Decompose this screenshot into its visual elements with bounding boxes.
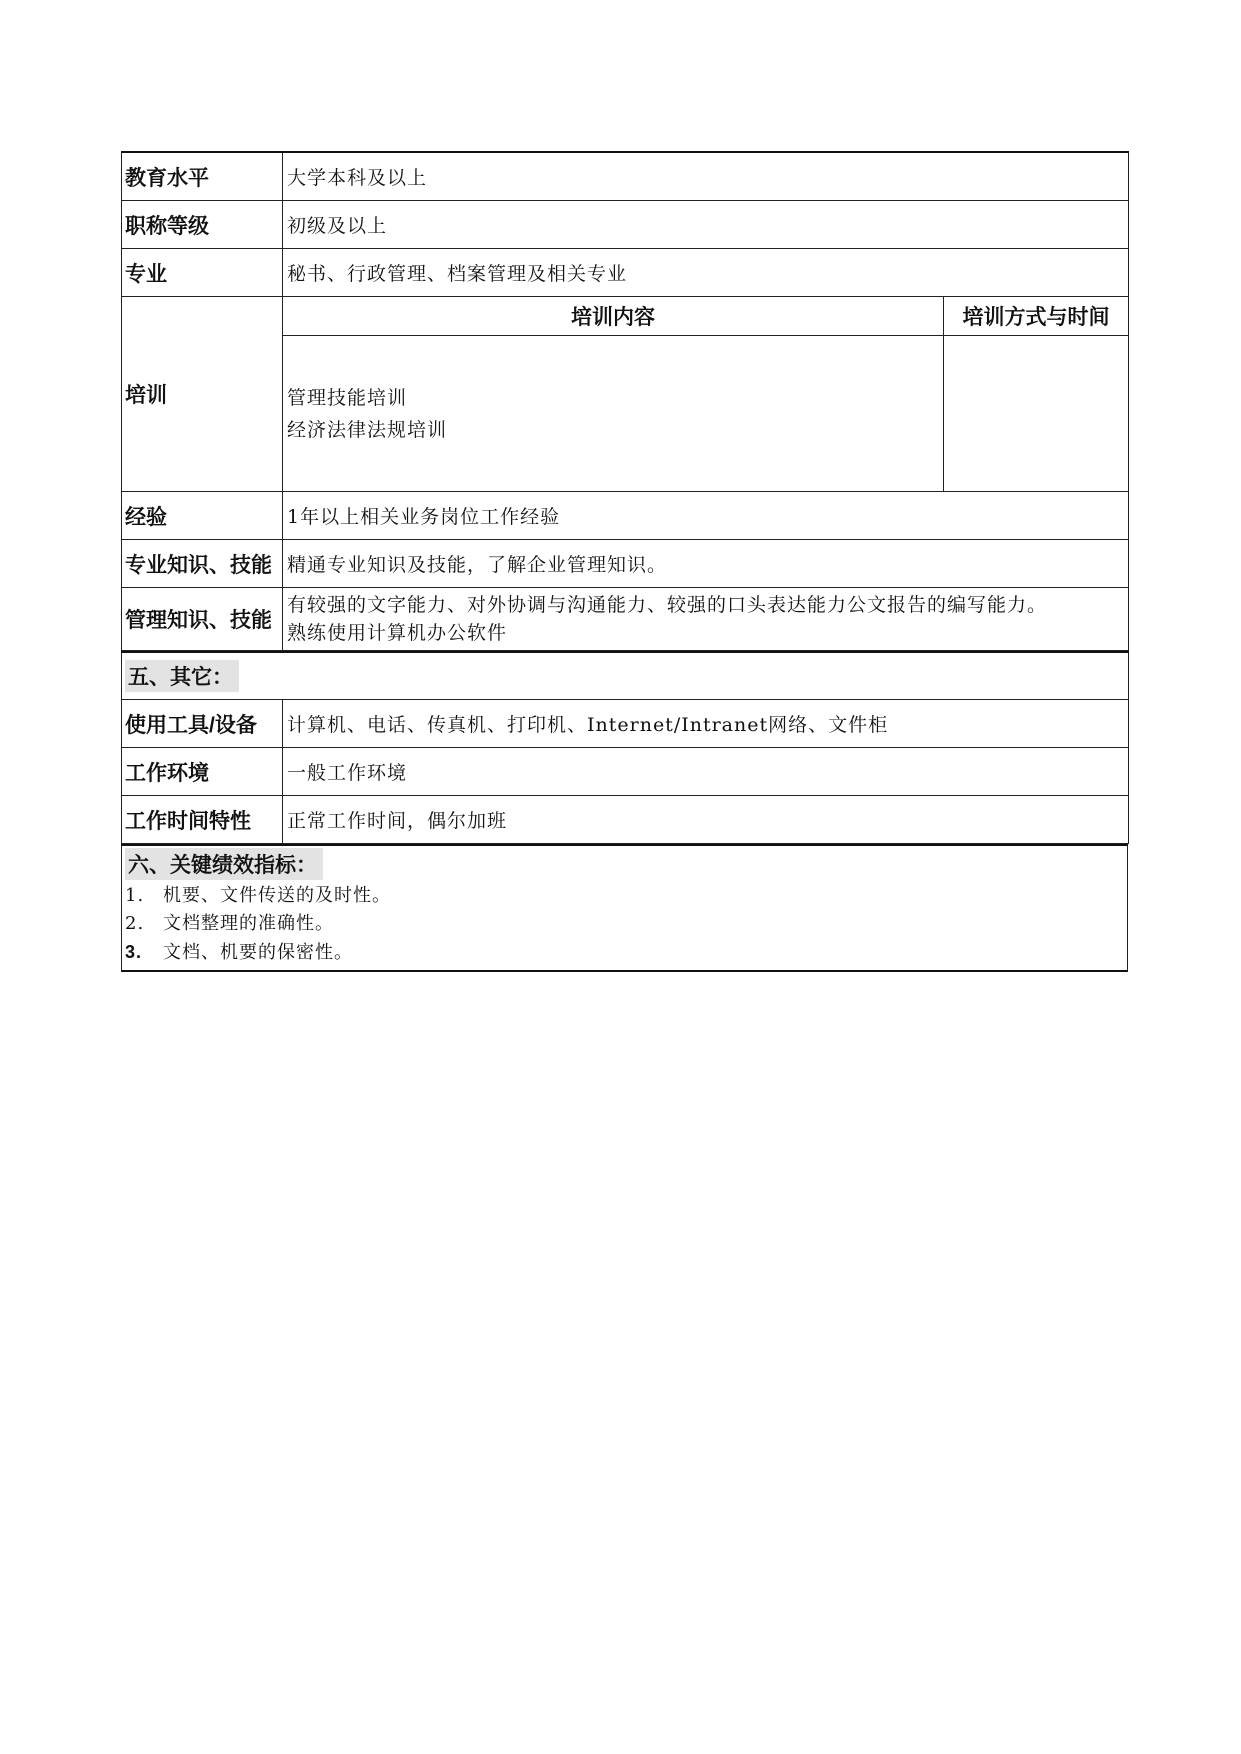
training-header-row [122,297,1129,336]
kpi-item-text: 机要、文件传送的及时性。 [163,885,391,906]
training-item: 管理技能培训 [287,386,408,409]
management-skills-line: 有较强的文字能力、对外协调与沟通能力、较强的口头表达能力公文报告的编写能力。 [287,594,1048,616]
professional-skills-row [122,540,1129,588]
tools-value: 计算机、电话、传真机、打印机、Internet/Intranet网络、文件柜 [283,700,1129,748]
other-section-title: 五、其它： [125,660,239,692]
kpi-item-number: 1. [125,885,145,906]
job-description-document [121,151,1128,972]
kpi-item [125,938,1127,967]
title-level-row [122,201,1129,249]
other-section-row [122,652,1129,700]
training-method-header: 培训方式与时间 [944,297,1129,336]
tools-row [122,700,1129,748]
management-skills-row [122,588,1129,651]
work-time-label: 工作时间特性 [122,796,283,844]
kpi-section [121,844,1128,972]
work-time-row [122,796,1129,844]
training-list [287,382,939,446]
education-row [122,152,1129,201]
kpi-item-number: 3. [125,942,143,962]
kpi-section-title: 六、关键绩效指标： [125,848,323,880]
management-skills-line: 熟练使用计算机办公软件 [287,622,508,644]
major-value: 秘书、行政管理、档案管理及相关专业 [283,249,1129,297]
experience-row [122,492,1129,540]
training-item: 经济法律法规培训 [287,418,448,441]
training-method [944,336,1129,492]
other-section-header [122,652,1129,700]
tools-label: 使用工具/设备 [122,700,283,748]
experience-value: 1年以上相关业务岗位工作经验 [283,492,1129,540]
requirements-table [121,151,1129,651]
major-row [122,249,1129,297]
environment-value: 一般工作环境 [283,748,1129,796]
kpi-item-text: 文档整理的准确性。 [163,913,334,934]
kpi-item-text: 文档、机要的保密性。 [163,942,353,963]
work-time-value: 正常工作时间，偶尔加班 [283,796,1129,844]
professional-skills-label: 专业知识、技能 [122,540,283,588]
major-label: 专业 [122,249,283,297]
training-content-header: 培训内容 [283,297,944,336]
kpi-item [125,910,1127,938]
kpi-item-number: 2. [125,913,145,934]
training-content [283,336,944,492]
education-label: 教育水平 [122,152,283,201]
professional-skills-value: 精通专业知识及技能，了解企业管理知识。 [283,540,1129,588]
title-level-value: 初级及以上 [283,201,1129,249]
management-skills-label: 管理知识、技能 [122,588,283,651]
kpi-item [125,882,1127,910]
title-level-label: 职称等级 [122,201,283,249]
environment-row [122,748,1129,796]
environment-label: 工作环境 [122,748,283,796]
management-skills-value [283,588,1129,651]
experience-label: 经验 [122,492,283,540]
education-value: 大学本科及以上 [283,152,1129,201]
training-label: 培训 [122,297,283,492]
other-table [121,651,1129,844]
